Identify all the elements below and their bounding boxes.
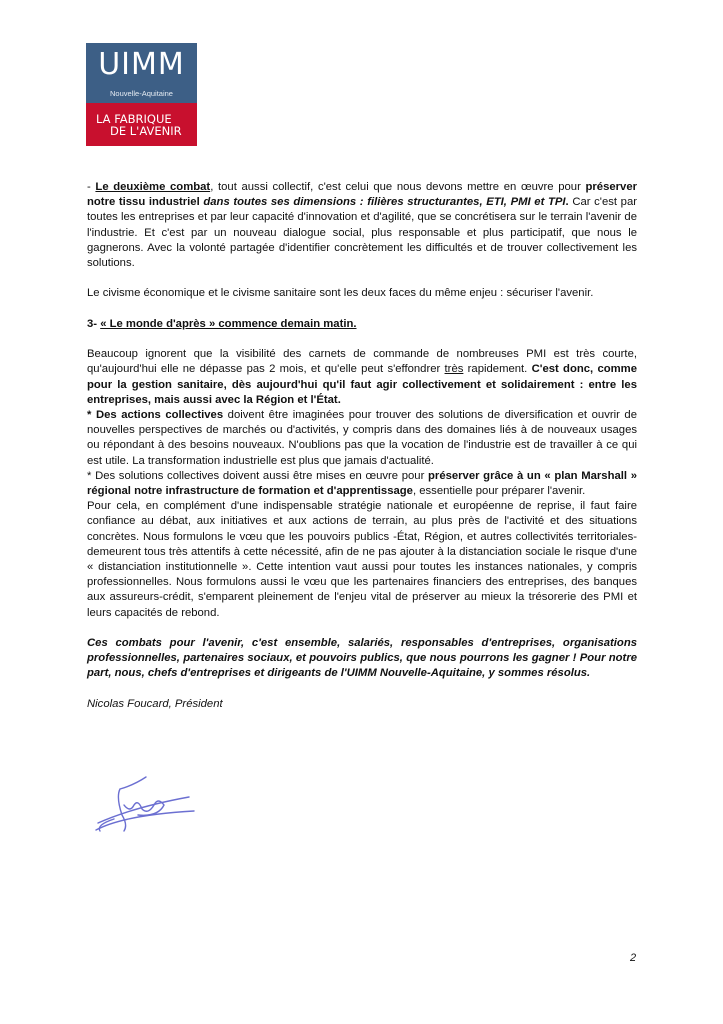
section2-lead: Le deuxième combat bbox=[95, 181, 211, 193]
bullet-bold: préserver grâce à un « plan Marshall » régional notre infrastructure de formation et d'apprentissage bbox=[87, 469, 637, 498]
logo-top-panel bbox=[86, 43, 197, 103]
document-body bbox=[87, 180, 637, 712]
bullet-actions-collectives bbox=[87, 408, 637, 469]
bullet-text: Des solutions collectives doivent aussi être mises en œuvre pour bbox=[95, 469, 429, 482]
bullet-text: , essentielle pour préparer l'avenir. bbox=[412, 485, 586, 498]
bullet-text: doivent être imaginées pour trouver des solutions de diversification et ouvrir de nouvelles perspectives de marchés ou d'activités, y compris dans des domaines liés à de nouveaux usages ou répondant à des besoins nouveaux. N'oublions pas que la vocation de l'industrie est de travailler à ce qui est utile. La transformation industrielle est plus que jamais d'actualité. bbox=[87, 409, 637, 467]
logo-brand: UIMM bbox=[98, 47, 185, 82]
section2-paragraph bbox=[87, 180, 637, 271]
bullet-star: * bbox=[87, 409, 96, 421]
underlined-word: très bbox=[444, 363, 464, 376]
logo-tagline-panel bbox=[86, 103, 197, 146]
section3-title: « Le monde d'après » commence demain matin. bbox=[100, 317, 357, 330]
section2-rest: Car c'est par toutes les entreprises et par leur capacité d'innovation et d'agilité, que se concrétisera sur le terrain l'avenir de l'industrie. Et c'est par un nouveau dialogue social, plus responsable et plus participatif, que nous le gagnerons. Avec la volonté partagée d'identifier concrètement les difficultés et de trouver collectivement les solutions. bbox=[87, 196, 638, 270]
text: rapidement. bbox=[463, 363, 532, 376]
uimm-logo bbox=[86, 43, 197, 146]
bullet-lead: Des actions collectives bbox=[95, 409, 224, 421]
section3-heading bbox=[87, 317, 637, 332]
text: Beaucoup ignorent que la visibilité des carnets de commande de nombreuses PMI est très courte, qu'aujourd'hui elle ne dépasse pas 2 mois, et qu'elle peut s'effondrer bbox=[87, 348, 637, 376]
section2-bold: préserver notre tissu industriel bbox=[87, 181, 638, 209]
pour-cela-paragraph: Pour cela, en complément d'une indispensable stratégie nationale et européenne de reprise, il faut faire confiance au débat, aux initiatives et aux actions de terrain, au plus près de l'activité et des situations concrètes. Nous formulons le vœu que les pouvoirs publics -État, Région, et autres collectivités territoriales- demeurent tous très attentifs à cette nécessité, afin de ne pas ajouter à la distanciation sociale le risque d'une « distanciation institutionnelle ». Cette intention vaut aussi pour toutes les instances nationales, y compris professionnelles. Nous formulons aussi le vœu que les partenaires financiers des entreprises, des banques aux assureurs-crédit, s'emparent pleinement de l'enjeu vital de préserver au mieux la trésorerie des PMI et leurs capacités de rebond. bbox=[87, 500, 637, 619]
period: . bbox=[565, 196, 569, 209]
bullet-star: * bbox=[87, 469, 96, 482]
beaucoup-paragraph bbox=[87, 347, 637, 408]
logo-tagline-line1: LA FABRIQUE bbox=[96, 112, 172, 126]
conclusion-paragraph: Ces combats pour l'avenir, c'est ensemble, salariés, responsables d'entreprises, organisations professionnelles, partenaires sociaux, et pouvoirs publics, que nous pourrons les gagner ! Pour notre part, nous, chefs d'entreprises et dirigeants de l'UIMM Nouvelle-Aquitaine, y sommes résolus. bbox=[87, 637, 637, 680]
civisme-paragraph: Le civisme économique et le civisme sanitaire sont les deux faces du même enjeu : sécuriser l'avenir. bbox=[87, 287, 594, 300]
section3-number: 3- bbox=[87, 317, 101, 330]
bold-statement: C'est donc, comme pour la gestion sanitaire, dès aujourd'hui qu'il faut agir collectivement et solidairement : entre les entreprises, mais aussi avec la Région et l'État. bbox=[87, 363, 638, 406]
page-number: 2 bbox=[630, 952, 637, 964]
section2-bold-italic: dans toutes ses dimensions : filières structurantes, ETI, PMI et TPI bbox=[199, 196, 566, 209]
logo-region: Nouvelle-Aquitaine bbox=[110, 89, 173, 98]
dash: - bbox=[87, 181, 96, 193]
signatory-line: Nicolas Foucard, Président bbox=[87, 697, 223, 710]
bullet-solutions-collectives bbox=[87, 469, 637, 499]
section2-text: , tout aussi collectif, c'est celui que nous devons mettre en œuvre pour bbox=[210, 181, 586, 193]
signature-icon bbox=[94, 775, 204, 837]
logo-tagline-line2: DE L'AVENIR bbox=[110, 124, 182, 138]
